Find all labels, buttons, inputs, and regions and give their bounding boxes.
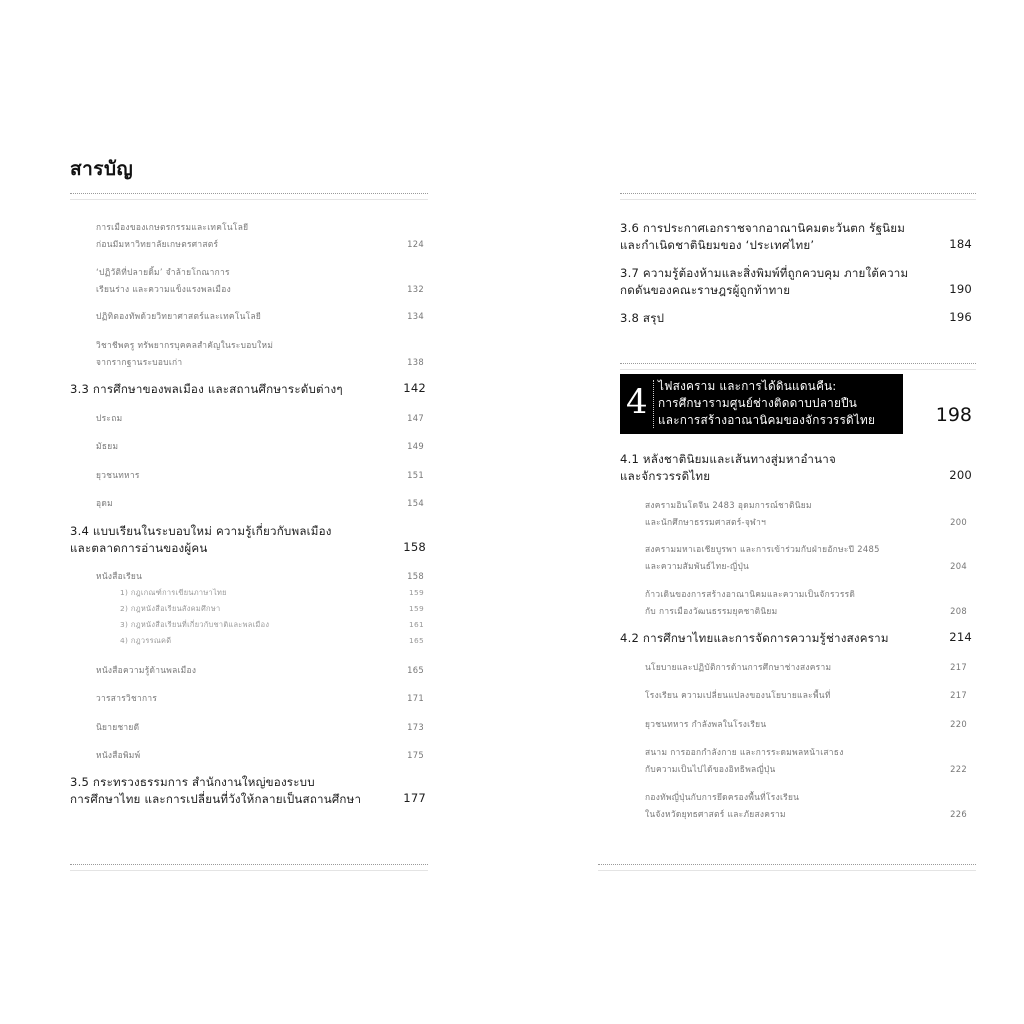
toc-entry-line: วิชาชีพครู ทรัพยากรบุคคลสำคัญในระบอบใหม่	[96, 340, 274, 350]
toc-entry-title	[96, 219, 424, 253]
toc-entry-title	[96, 308, 424, 325]
toc-entry[interactable]	[96, 264, 424, 298]
chapter-separator	[653, 380, 654, 428]
toc-entry-line: การศึกษาไทย และการเปลี่ยนที่วังให้กลายเป็นสถานศึกษา	[70, 792, 362, 806]
chapter-title-line: การศึกษารามศูนย์ช่างติดดาบปลายปืน	[658, 396, 858, 410]
left-page	[70, 0, 428, 1024]
toc-page-number: 147	[407, 413, 424, 423]
toc-entry[interactable]	[645, 687, 967, 704]
toc-entry-title	[70, 523, 426, 557]
toc-entry-title	[96, 662, 424, 679]
toc-entry-title	[96, 410, 424, 427]
toc-entry-title	[645, 744, 967, 778]
chapter-title	[658, 378, 898, 429]
toc-entry-title	[620, 630, 972, 647]
toc-page-number: 124	[407, 239, 424, 249]
toc-entry-line: 3.5 กระทรวงธรรมการ สำนักงานใหญ่ของระบบ	[70, 775, 315, 789]
toc-entry-line: 3.6 การประกาศเอกราชจากอาณานิคมตะวันตก รัฐนิยม	[620, 221, 906, 235]
toc-entry-title	[70, 381, 426, 398]
toc-entry-title	[645, 586, 967, 620]
bottom-divider	[598, 864, 976, 871]
toc-page-number: 204	[950, 561, 967, 571]
toc-page-number: 177	[403, 791, 426, 805]
toc-entry-title	[96, 719, 424, 736]
toc-page-number: 159	[408, 604, 424, 613]
toc-page-number: 151	[407, 470, 424, 480]
toc-entry[interactable]	[120, 601, 424, 617]
toc-entry-title	[120, 601, 424, 617]
toc-entry-line: 4.2 การศึกษาไทยและการจัดการความรู้ช่างสงคราม	[620, 631, 889, 645]
toc-entry-title	[120, 617, 424, 633]
toc-entry[interactable]	[70, 774, 426, 808]
toc-page-number: 149	[407, 441, 424, 451]
toc-page-number: 175	[407, 750, 424, 760]
toc-entry[interactable]	[620, 220, 972, 254]
toc-entry-line: หนังสือพิมพ์	[96, 750, 141, 760]
toc-entry-title	[645, 789, 967, 823]
toc-page-number: 196	[949, 310, 972, 324]
toc-entry-line: 2) กฎหนังสือเรียนสังคมศึกษา	[120, 604, 221, 613]
toc-entry-line: อุดม	[96, 498, 113, 508]
toc-entry-title	[645, 541, 967, 575]
toc-entry-line: และความสัมพันธ์ไทย-ญี่ปุ่น	[645, 561, 750, 571]
toc-entry-title	[96, 747, 424, 764]
toc-entry[interactable]	[96, 337, 424, 371]
chapter-heading	[620, 374, 903, 434]
toc-entry[interactable]	[96, 568, 424, 585]
toc-entry-line: 3.7 ความรู้ต้องห้ามและสิ่งพิมพ์ที่ถูกควบคุม ภายใต้ความ	[620, 266, 909, 280]
toc-page-number: 171	[407, 693, 424, 703]
toc-entry-line: หนังสือความรู้ด้านพลเมือง	[96, 665, 197, 675]
toc-entry-title	[96, 264, 424, 298]
toc-entry-title	[96, 438, 424, 455]
top-divider	[620, 193, 976, 200]
toc-entry-line: หนังสือเรียน	[96, 571, 143, 581]
toc-page-number: 217	[950, 690, 967, 700]
toc-entry[interactable]	[96, 747, 424, 764]
toc-entry-title	[120, 633, 424, 649]
toc-page-number: 134	[407, 311, 424, 321]
toc-entry-title	[620, 220, 972, 254]
toc-entry-line: 3.8 สรุป	[620, 311, 665, 325]
toc-entry-line: และตลาดการอ่านของผู้คน	[70, 541, 208, 555]
toc-entry-line: โรงเรียน ความเปลี่ยนแปลงของนโยบายและพื้นที่	[645, 690, 831, 700]
toc-page-number: 165	[407, 665, 424, 675]
toc-entry-line: 3.4 แบบเรียนในระบอบใหม่ ความรู้เกี่ยวกับพลเมือง	[70, 524, 332, 538]
toc-entry-line: สงครามอินโดจีน 2483 อุดมการณ์ชาตินิยม	[645, 500, 812, 510]
toc-page-number: 142	[403, 381, 426, 395]
toc-entry-title	[645, 687, 967, 704]
toc-page-number: 158	[407, 571, 424, 581]
toc-entry-line: เรียนร่าง และความแข็งแรงพลเมือง	[96, 284, 231, 294]
toc-entry-line: ปฏิทิตองทัพด้วยวิทยาศาสตร์และเทคโนโลยี	[96, 311, 262, 321]
toc-entry-line: กดดันของคณะราษฎรผู้ถูกท้าทาย	[620, 283, 791, 297]
toc-entry-title	[620, 265, 972, 299]
toc-entry-line: และจักรวรรดิไทย	[620, 469, 711, 483]
toc-entry[interactable]	[620, 310, 972, 327]
top-divider	[70, 193, 428, 200]
toc-entry-title	[645, 659, 967, 676]
toc-entry[interactable]	[120, 633, 424, 649]
toc-entry[interactable]	[96, 410, 424, 427]
toc-entry[interactable]	[96, 467, 424, 484]
toc-entry[interactable]	[645, 541, 967, 575]
toc-page-number: 138	[407, 357, 424, 367]
toc-entry-line: 3.3 การศึกษาของพลเมือง และสถานศึกษาระดับต่างๆ	[70, 382, 343, 396]
toc-page-number: 217	[950, 662, 967, 672]
toc-entry-title	[70, 774, 426, 808]
toc-page-number: 132	[407, 284, 424, 294]
bottom-divider	[70, 864, 428, 871]
toc-entry-line: 4.1 หลังชาตินิยมและเส้นทางสู่มหาอำนาจ	[620, 452, 836, 466]
toc-entry[interactable]	[620, 265, 972, 299]
toc-entry-title	[96, 495, 424, 512]
toc-entry-line: การเมืองของเกษตรกรรมและเทคโนโลยี	[96, 222, 249, 232]
chapter-divider	[620, 363, 976, 370]
toc-page-number: 208	[950, 606, 967, 616]
toc-entry-line: ประถม	[96, 413, 123, 423]
toc-entry-line: นิยายชายดี	[96, 722, 140, 732]
toc-entry-line: จากรากฐานระบอบเก่า	[96, 357, 183, 367]
toc-entry-line: 1) กฎเกณฑ์การเขียนภาษาไทย	[120, 588, 227, 597]
toc-entry[interactable]	[620, 451, 972, 485]
toc-entry[interactable]	[645, 659, 967, 676]
toc-entry-line: วารสารวิชาการ	[96, 693, 158, 703]
toc-entry-line: กับ การเมืองวัฒนธรรมยุคชาตินิยม	[645, 606, 778, 616]
toc-entry-line: ในจังหวัดยุทธศาสตร์ และภัยสงคราม	[645, 809, 786, 819]
toc-entry[interactable]	[645, 497, 967, 531]
toc-entry[interactable]	[96, 495, 424, 512]
right-page	[598, 0, 976, 1024]
toc-page-number: 200	[950, 517, 967, 527]
toc-entry[interactable]	[120, 617, 424, 633]
toc-entry-line: ยุวชนทหาร กำลังพลในโรงเรียน	[645, 719, 767, 729]
toc-entry-line: และกำเนิดชาตินิยมของ ‘ประเทศไทย’	[620, 238, 815, 252]
toc-entry[interactable]	[96, 219, 424, 253]
toc-entry-line: ก้าวเดินของการสร้างอาณานิคมและความเป็นจักรวรรดิ	[645, 589, 856, 599]
toc-entry[interactable]	[96, 438, 424, 455]
toc-page-number: 190	[949, 282, 972, 296]
toc-entry-line: นโยบายและปฏิบัติการด้านการศึกษาช่างสงคราม	[645, 662, 832, 672]
toc-page-number: 222	[950, 764, 967, 774]
toc-entry[interactable]	[645, 716, 967, 733]
toc-page-number: 159	[408, 588, 424, 597]
toc-entry-line: กับความเป็นไปได้ของอิทธิพลญี่ปุ่น	[645, 764, 776, 774]
toc-page-number: 220	[950, 719, 967, 729]
toc-entry-line: 3) กฎหนังสือเรียนที่เกี่ยวกับชาติและพลเมือง	[120, 620, 270, 629]
toc-entry-title	[96, 467, 424, 484]
toc-page-number: 184	[949, 237, 972, 251]
toc-page-number: 158	[403, 540, 426, 554]
chapter-title-line: ไฟสงคราม และการได้ดินแดนคืน:	[658, 379, 837, 393]
toc-entry[interactable]	[645, 586, 967, 620]
toc-entry-title	[96, 337, 424, 371]
toc-entry-line: ก่อนมีมหาวิทยาลัยเกษตรศาสตร์	[96, 239, 219, 249]
toc-entry[interactable]	[645, 789, 967, 823]
toc-page-number: 200	[949, 468, 972, 482]
toc-entry-title	[620, 451, 972, 485]
toc-entry-line: สงครามมหาเอเชียบูรพา และการเข้าร่วมกับฝ่ายอักษะปี 2485	[645, 544, 880, 554]
toc-entry-title	[96, 690, 424, 707]
toc-page-number: 165	[408, 636, 424, 645]
toc-entry-title	[645, 497, 967, 531]
toc-entry-title	[645, 716, 967, 733]
toc-entry[interactable]	[70, 381, 426, 398]
toc-entry[interactable]	[620, 630, 972, 647]
toc-entry-line: มัธยม	[96, 441, 119, 451]
toc-page-number: 226	[950, 809, 967, 819]
toc-entry[interactable]	[96, 690, 424, 707]
toc-entry-line: กองทัพญี่ปุ่นกับการยึดครองพื้นที่โรงเรียน	[645, 792, 800, 802]
toc-entry-line: ‘ปฏิวัติที่ปลายดิ้ม’ จำล้ายโกณาการ	[96, 267, 230, 277]
toc-entry[interactable]	[70, 523, 426, 557]
toc-entry[interactable]	[96, 662, 424, 679]
toc-entry-title	[96, 568, 424, 585]
toc-entry[interactable]	[96, 308, 424, 325]
toc-entry-line: สนาม การออกกำลังกาย และการระดมพลหน้าเสาธง	[645, 747, 844, 757]
toc-entry-line: 4) กฎวรรณคดี	[120, 636, 172, 645]
toc-entry-title	[120, 585, 424, 601]
toc-page-number: 161	[408, 620, 424, 629]
toc-entry[interactable]	[96, 719, 424, 736]
toc-entry[interactable]	[120, 585, 424, 601]
toc-entry-line: ยุวชนทหาร	[96, 470, 140, 480]
chapter-number: 4	[626, 382, 648, 422]
chapter-title-line: และการสร้างอาณานิคมของจักรวรรดิไทย	[658, 413, 876, 427]
toc-entry-line: และนักศึกษาธรรมศาสตร์-จุฬาฯ	[645, 517, 767, 527]
toc-page-number: 214	[949, 630, 972, 644]
toc-entry[interactable]	[645, 744, 967, 778]
toc-entry-title	[620, 310, 972, 327]
toc-title: สารบัญ	[70, 158, 134, 180]
chapter-page-number: 198	[935, 404, 972, 426]
toc-page-number: 173	[407, 722, 424, 732]
toc-page-number: 154	[407, 498, 424, 508]
